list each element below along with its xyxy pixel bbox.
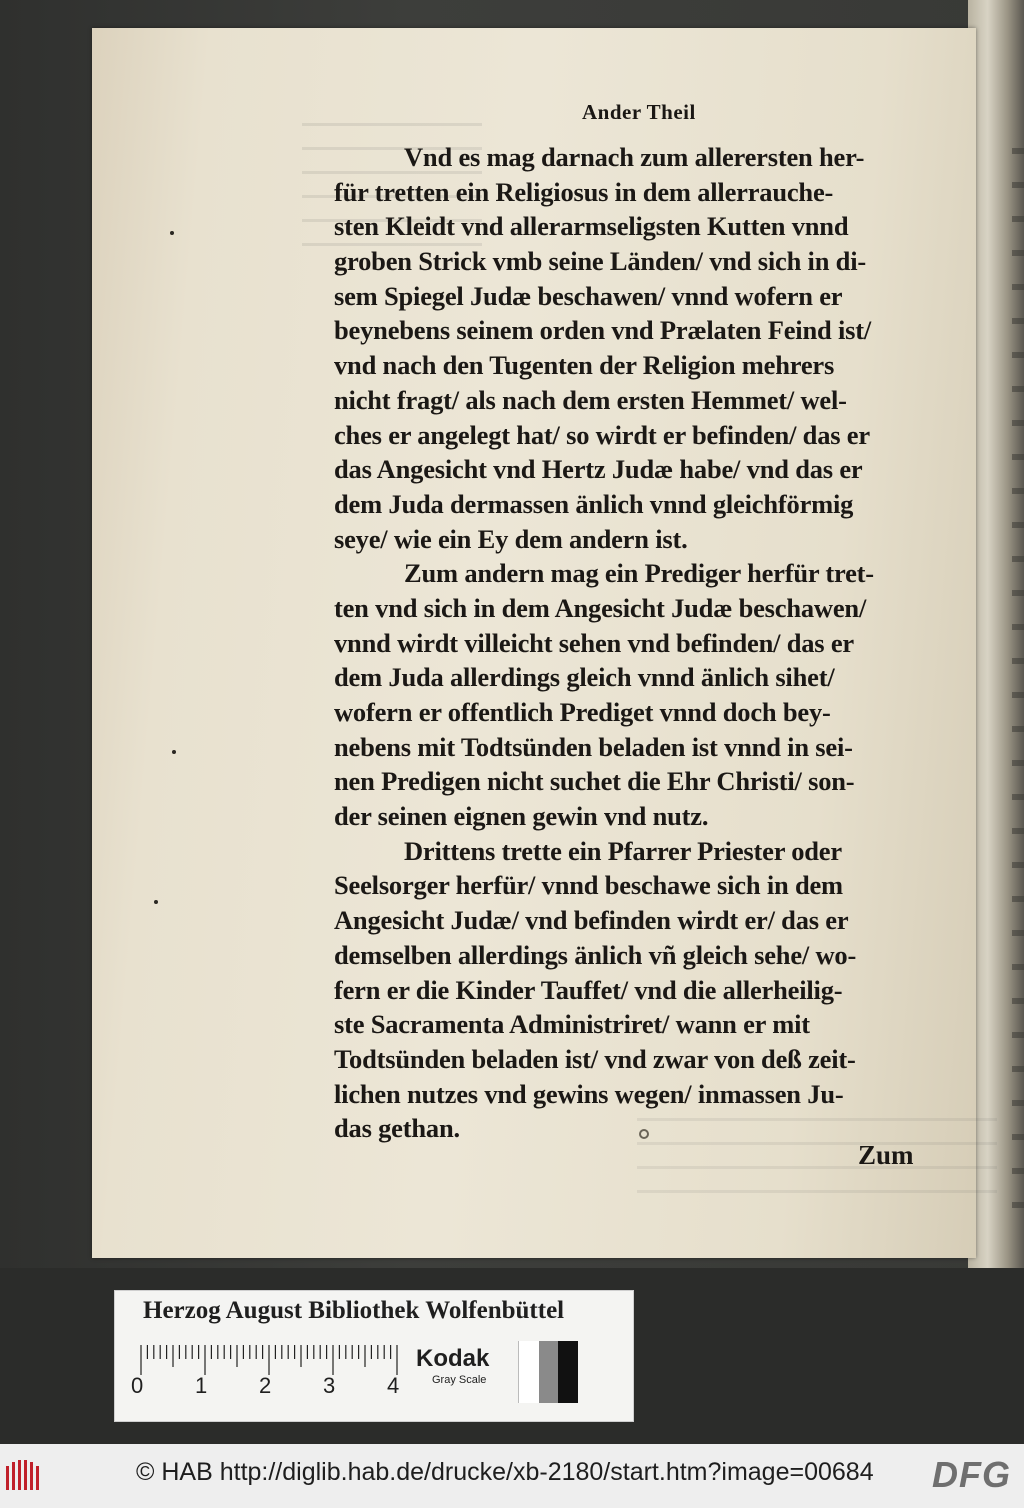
library-name: Herzog August Bibliothek Wolfenbüttel: [143, 1297, 565, 1324]
text-line: nicht fragt/ als nach dem ersten Hemmet/ wel-: [334, 384, 847, 415]
text-line: demselben allerdings änlich vñ gleich sehe/ wo-: [334, 939, 857, 970]
text-line: das Angesicht vnd Hertz Judæ habe/ vnd das er: [334, 454, 863, 485]
text-line: beynebens seinem orden vnd Prælaten Feind ist/: [334, 315, 872, 346]
text-line: sten Kleidt vnd allerarmseligsten Kutten vnnd: [334, 211, 849, 242]
text-line: Seelsorger herfür/ vnnd beschawe sich in dem: [334, 870, 843, 901]
text-line: dem Juda allerdings gleich vnnd änlich sihet/: [334, 662, 835, 693]
ruler-number: 3: [323, 1373, 336, 1398]
adjacent-page-text-edge: [1012, 120, 1024, 1220]
text-line: ten vnd sich in dem Angesicht Judæ beschawen/: [334, 592, 867, 623]
ruler-number: 2: [259, 1373, 272, 1398]
hab-logo-icon: [4, 1458, 44, 1494]
text-line: ste Sacramenta Administriret/ wann er mit: [334, 1009, 810, 1040]
text-line: das gethan.: [334, 1113, 460, 1144]
text-line: seye/ wie ein Ey dem andern ist.: [334, 523, 688, 554]
text-line: vnnd wirdt villeicht sehen vnd befinden/ das er: [334, 627, 854, 658]
page-speck: [170, 231, 174, 235]
text-line: sem Spiegel Judæ beschawen/ vnnd wofern er: [334, 280, 843, 311]
gray-swatch: [539, 1341, 559, 1403]
text-line: Zum andern mag ein Prediger herfür tret-: [404, 558, 874, 589]
text-line: Angesicht Judæ/ vnd befinden wirdt er/ das er: [334, 905, 849, 936]
ruler-number: 1: [195, 1373, 208, 1398]
text-line: Todtsünden beladen ist/ vnd zwar von deß zeit-: [334, 1043, 856, 1074]
text-line: dem Juda dermassen änlich vnnd gleichförmig: [334, 488, 854, 519]
text-line: lichen nutzes vnd gewins wegen/ inmassen Ju-: [334, 1078, 844, 1109]
text-line: Drittens trette ein Pfarrer Priester oder: [404, 835, 842, 866]
page-body-text: [334, 140, 940, 1146]
ruler-numbers: [131, 1373, 421, 1403]
text-line: nen Predigen nicht suchet die Ehr Christi/ son-: [334, 766, 855, 797]
footer-bar: [0, 1444, 1024, 1508]
kodak-logo: Kodak: [416, 1345, 490, 1372]
ruler-number: 4: [387, 1373, 400, 1398]
text-line: vnd nach den Tugenten der Religion mehrers: [334, 350, 835, 381]
page-speck: [154, 900, 158, 904]
catchword: Zum: [858, 1140, 914, 1170]
text-line: für tretten ein Religiosus in dem allerrauche-: [334, 176, 834, 207]
page-speck: [172, 750, 176, 754]
copyright-url: © HAB http://diglib.hab.de/drucke/xb-2180/start.htm?image=00684: [136, 1458, 874, 1486]
dfg-logo: DFG: [932, 1454, 1011, 1495]
text-line: wofern er offentlich Prediget vnnd doch bey-: [334, 697, 831, 727]
ruler-number: 0: [131, 1373, 144, 1398]
text-line: groben Strick vmb seine Länden/ vnd sich in di-: [334, 246, 866, 277]
text-line: nebens mit Todtsünden beladen ist vnnd in sei-: [334, 731, 853, 762]
gray-swatch: [558, 1341, 578, 1403]
text-line: der seinen eignen gewin vnd nutz.: [334, 801, 709, 832]
gray-swatches: [518, 1341, 578, 1403]
gray-scale-label: Gray Scale: [432, 1374, 487, 1386]
running-head: Ander Theil: [582, 100, 696, 124]
text-line: ches er angelegt hat/ so wirdt er befinden/ das er: [334, 419, 870, 450]
gray-swatch: [518, 1341, 539, 1403]
color-target-card: [114, 1290, 634, 1422]
text-line: fern er die Kinder Tauffet/ vnd die allerheilig-: [334, 974, 843, 1005]
text-line: Vnd es mag darnach zum allerersten her-: [404, 142, 865, 172]
